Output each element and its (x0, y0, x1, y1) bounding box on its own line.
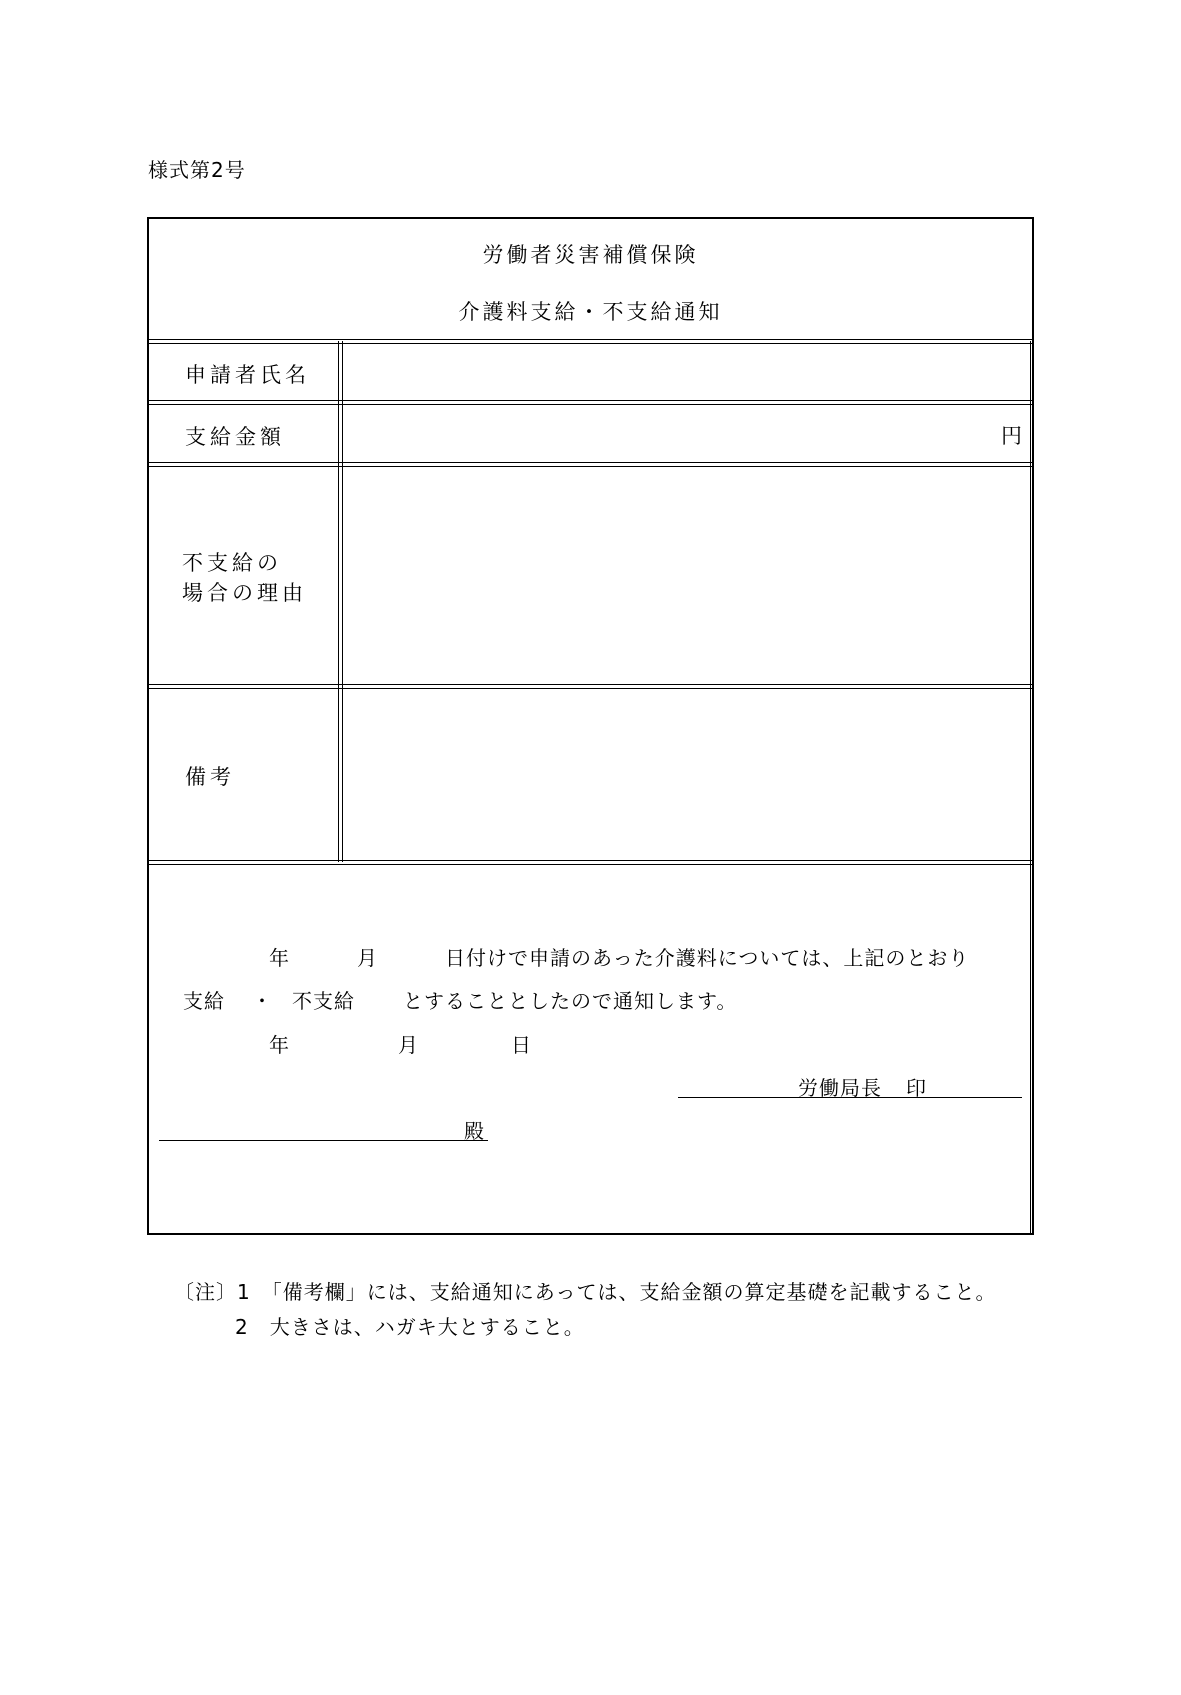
reason-label-line2: 場合の理由 (182, 581, 307, 605)
column-divider (342, 341, 343, 862)
notice-form (147, 217, 1034, 1235)
issuer-underline (678, 1097, 1022, 1098)
option-separator: ・ (252, 989, 273, 1013)
date-year: 年 (269, 1033, 290, 1057)
pay-option: 支給 (183, 989, 225, 1013)
date-day: 日 (511, 1033, 532, 1057)
column-divider (338, 341, 339, 862)
addressee-underline (159, 1140, 488, 1141)
notice-year: 年 (269, 946, 290, 970)
seal-mark: 印 (906, 1076, 927, 1100)
divider (149, 462, 1034, 463)
notice-sentence2: とすることとしたので通知します。 (403, 989, 738, 1013)
remarks-label: 備考 (185, 765, 235, 789)
applicant-name-label: 申請者氏名 (185, 363, 310, 387)
notice-sentence1: 日付けで申請のあった介護料については、上記のとおり (445, 946, 970, 970)
issuer-title: 労働局長 (798, 1076, 882, 1100)
divider (149, 860, 1034, 861)
note-line-2: 2 大きさは、ハガキ大とすること。 (235, 1315, 585, 1339)
date-month: 月 (398, 1033, 419, 1057)
frame-inner-line (1030, 341, 1031, 1234)
divider (149, 400, 1034, 401)
divider (149, 688, 1034, 689)
divider (149, 404, 1034, 405)
divider (149, 684, 1034, 685)
divider (149, 343, 1034, 344)
divider (149, 864, 1034, 865)
form-subtitle: 介護料支給・不支給通知 (458, 300, 723, 324)
nopay-option: 不支給 (292, 989, 355, 1013)
yen-unit: 円 (1001, 424, 1022, 448)
form-title: 労働者災害補償保険 (482, 243, 699, 267)
reason-label-line1: 不支給の (182, 551, 282, 575)
divider (149, 339, 1034, 340)
note-line-1: 〔注〕1 「備考欄」には、支給通知にあっては、支給金額の算定基礎を記載すること。 (174, 1280, 997, 1304)
addressee-suffix: 殿 (464, 1119, 485, 1143)
notice-month: 月 (357, 946, 378, 970)
form-number: 様式第2号 (148, 158, 246, 182)
amount-label: 支給金額 (185, 425, 285, 449)
divider (149, 466, 1034, 467)
